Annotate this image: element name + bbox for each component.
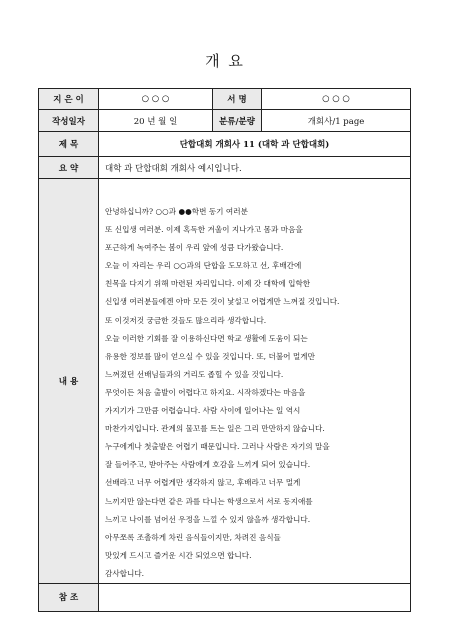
subject-label: 제 목 — [39, 132, 99, 157]
content-line: 친목을 다지기 위해 마련된 자리입니다. 이제 갓 대학에 입학한 — [105, 279, 311, 289]
author-label: 지 은 이 — [39, 89, 99, 110]
date-value[interactable]: 20 년 월 일 — [99, 110, 213, 132]
content-line: 잘 들어주고, 받아주는 사람에게 호감을 느끼게 되어 있습니다. — [105, 460, 311, 470]
signature-label: 서 명 — [213, 89, 262, 110]
content-line: 안녕하십니까? ○○과 ●●학번 동기 여러분 — [105, 207, 248, 216]
content-line: 포근하게 녹여주는 봄이 우리 앞에 성큼 다가왔습니다. — [105, 243, 284, 253]
content-lines — [105, 203, 404, 583]
summary-form-table — [38, 88, 411, 612]
content-line: 감사합니다. — [105, 568, 145, 578]
content-line: 오늘 이러한 기회를 잘 이용하신다면 학교 생활에 도움이 되는 — [105, 333, 308, 343]
content-label: 내 용 — [39, 179, 99, 584]
content-line: 유용한 정보를 많이 얻으실 수 있을 것입니다. 또, 더불어 멀게만 — [105, 351, 315, 361]
content-line: 느끼고 나이를 넘어선 우정을 느낄 수 있지 않을까 생각합니다. — [105, 514, 311, 524]
content-line: 마찬가지입니다. 관계의 물꼬를 트는 일은 그리 만만하지 않습니다. — [105, 424, 325, 434]
content-line: 신입생 여러분들에겐 아마 모든 것이 낯설고 어렵게만 느껴질 것입니다. — [105, 297, 340, 307]
content-line: 무엇이든 처음 출발이 어렵다고 하지요. 시작하겠다는 마음을 — [105, 387, 306, 397]
author-value[interactable]: ○ ○ ○ — [99, 89, 213, 110]
content-line: 선배라고 너무 어렵게만 생각하지 않고, 후배라고 너무 멀게 — [105, 478, 301, 488]
content-line: 누구에게나 첫출발은 어렵기 때문입니다. 그러나 사람은 자기의 말을 — [105, 442, 330, 452]
content-line: 아무쪼록 조촐하게 차린 음식들이지만, 차려진 음식들 — [105, 532, 281, 542]
subject-value[interactable]: 단합대회 개회사 11 (대학 과 단합대회) — [99, 132, 411, 157]
category-value[interactable]: 개회사/1 page — [262, 110, 411, 132]
content-line: 맛있게 드시고 즐거운 시간 되었으면 합니다. — [105, 550, 252, 560]
signature-value[interactable]: ○ ○ ○ — [262, 89, 411, 110]
content-line: 가지기가 그만큼 어렵습니다. 사람 사이에 일어나는 일 역시 — [105, 406, 301, 416]
summary-value[interactable]: 대학 과 단합대회 개회사 예시입니다. — [99, 157, 411, 179]
content-body[interactable] — [99, 179, 411, 584]
category-label: 분류/분량 — [213, 110, 262, 132]
reference-value[interactable] — [99, 583, 411, 611]
content-line: 오늘 이 자리는 우리 ○○과의 단합을 도모하고 선, 후배간에 — [105, 261, 302, 271]
summary-label: 요 약 — [39, 157, 99, 179]
date-label: 작성일자 — [39, 110, 99, 132]
reference-label: 참 조 — [39, 583, 99, 611]
content-line: 또 신입생 여러분. 이제 혹독한 겨울이 지나가고 몸과 마음을 — [105, 225, 303, 235]
content-line: 또 이것저것 궁금한 것들도 많으리라 생각합니다. — [105, 315, 267, 325]
content-line: 느끼지만 않는다면 같은 과를 다니는 학생으로서 서로 동지애를 — [105, 496, 313, 506]
document-title: 개 요 — [205, 52, 245, 70]
content-line: 느껴졌던 선배님들과의 거리도 좁힐 수 있을 것입니다. — [105, 369, 284, 379]
